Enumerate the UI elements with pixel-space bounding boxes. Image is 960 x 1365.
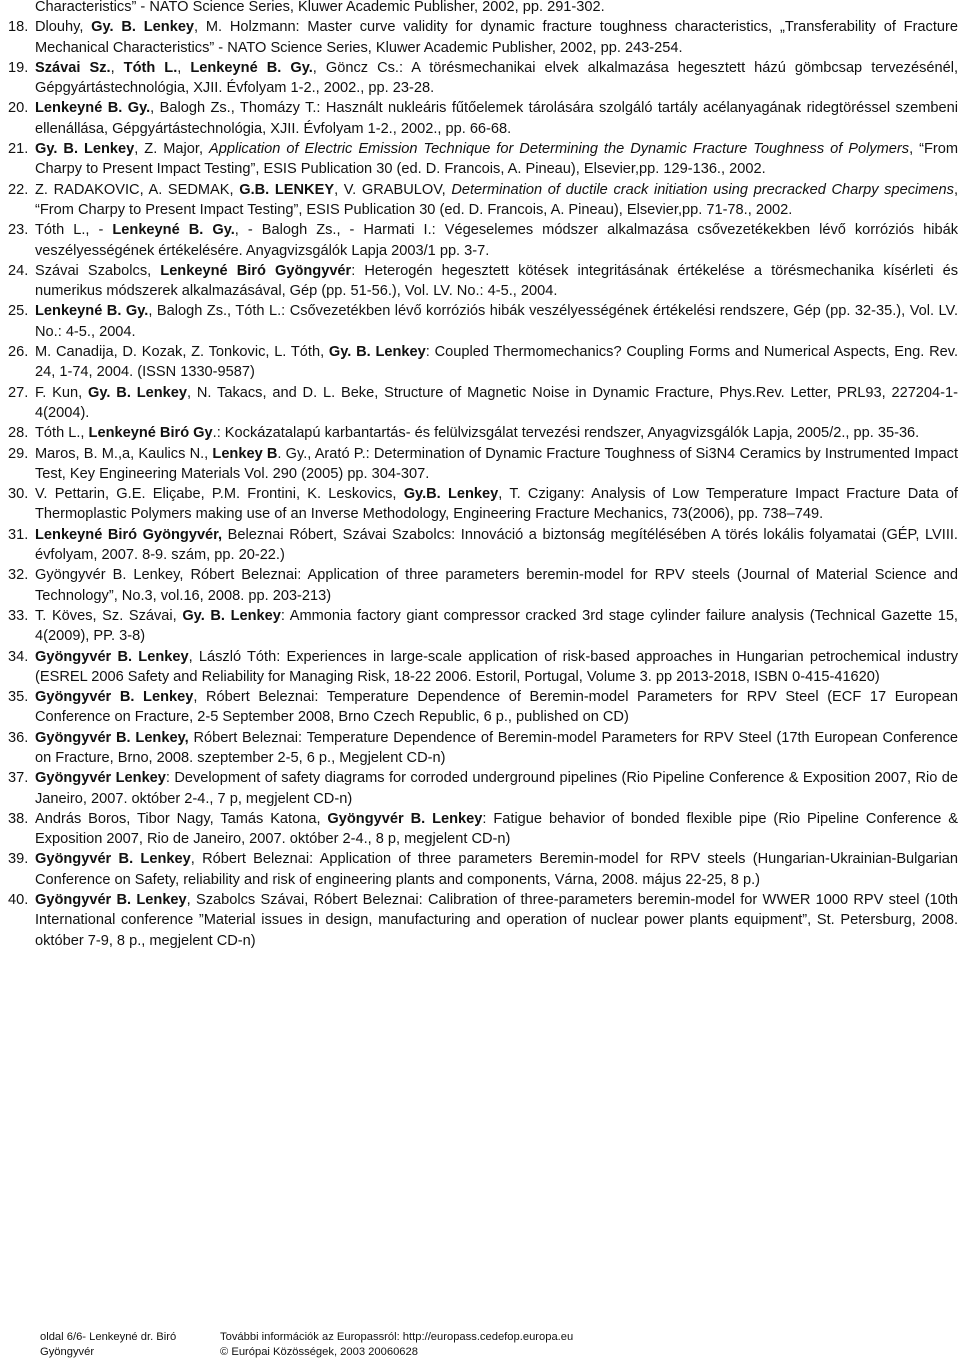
- reference-text: [35, 301, 960, 342]
- reference-segment: , M. Holzmann: Master curve validity for dynamic fracture toughness characteristics, „Transferability of Fracture Mechanical Characteristics” - NATO Science Series, Kluwer Academic Publisher, 2002, pp. 243-254.: [35, 19, 958, 56]
- author-highlight: Gyöngyvér B. Lenkey: [327, 810, 483, 827]
- reference-text: [35, 606, 960, 647]
- reference-text: [35, 261, 960, 302]
- reference-segment: . Gy., Arató P.: Determination of Dynamic Fracture Toughness of Si3N4 Ceramics by Instrumented Impact Test, Key Engineering Materials Vol. 290 (2005) pp. 304-307.: [35, 445, 959, 482]
- reference-items: [8, 17, 960, 951]
- author-highlight: Gy. B. Lenkey: [35, 141, 135, 158]
- reference-item: [8, 525, 960, 566]
- reference-segment: Tóth L.: [35, 222, 86, 239]
- reference-segment: Z. RADAKOVIC, A. SEDMAK,: [35, 181, 240, 198]
- reference-item: [8, 768, 960, 809]
- reference-segment: Dlouhy,: [35, 19, 92, 36]
- reference-text: [35, 423, 960, 443]
- author-highlight: Lenkey B: [212, 445, 278, 462]
- reference-number: 34.: [8, 648, 29, 665]
- reference-number: 24.: [8, 262, 29, 279]
- reference-text: [35, 768, 960, 809]
- reference-text: [35, 728, 960, 769]
- reference-item: [8, 17, 960, 58]
- reference-17-continuation: Characteristics” - NATO Science Series, Kluwer Academic Publisher, 2002, pp. 291-302.: [35, 0, 605, 15]
- reference-item: [8, 98, 960, 139]
- reference-segment: Beleznai Róbert, Szávai Szabolcs: Innováció a biztonság megítélésében A törés lokális folyamatai (GÉP, LVIII. évfolyam, 2007. 8-9. szám, pp. 20-22.): [35, 526, 958, 564]
- reference-segment: : A törésmechanikai elvek alkalmazása hegesztett házú gömbcsap tervezésénél, Gépgyártástechnológia, XJII. Évfolyam 1-2., 2002., pp. 23-28.: [35, 59, 959, 97]
- reference-segment: Gyöngyvér B. Lenkey, Róbert Beleznai: Application of three parameters beremin-model for RPV steels (Journal of Material Science and Technology”, No.3, vol.16, 2008. pp. 203-213): [35, 567, 958, 604]
- reference-item: [8, 809, 960, 850]
- reference-segment: , Balogh Zs., Tóth L.: Csővezetékben lévő korróziós hibák veszélyességének értékelési rendszere, Gép (pp. 32-35.), Vol. LV. No.: 4-5., 2004.: [35, 303, 958, 340]
- reference-text: [35, 809, 960, 850]
- reference-number: 31.: [8, 526, 29, 543]
- reference-number: 26.: [8, 344, 29, 361]
- reference-segment: .: Kockázatalapú karbantartás- és felülvizsgálat tervezési rendszer, Anyagvizsgálók Lapja, 2005/2., pp. 35-36.: [212, 425, 920, 442]
- reference-number: 30.: [8, 486, 29, 503]
- reference-text: [35, 849, 960, 890]
- reference-segment: Szávai Szabolcs,: [35, 262, 161, 279]
- author-highlight: Gy. B. Lenkey: [328, 344, 426, 361]
- reference-segment: , Göncz Cs.: [312, 59, 399, 76]
- reference-item: [8, 606, 960, 647]
- author-highlight: Lenkeyné B. Gy.: [190, 59, 313, 76]
- reference-text: [35, 139, 960, 180]
- reference-text: [35, 180, 960, 221]
- author-highlight: Tóth L.: [123, 59, 178, 76]
- reference-segment: : Ammonia factory giant compressor cracked 3rd stage cylinder failure analysis (Technical Gazette 15, 4(2009), PP. 3-8): [35, 607, 958, 645]
- reference-segment: : Coupled Thermomechanics? Coupling Forms and Numerical Aspects, Eng. Rev. 24, 1-74, 2004. (ISSN 1330-9587): [35, 344, 959, 381]
- author-highlight: Gyöngyvér B. Lenkey: [35, 689, 194, 706]
- reference-item: [8, 58, 960, 99]
- reference-number: 35.: [8, 689, 29, 706]
- reference-item: [8, 565, 960, 606]
- author-highlight: Lenkeyné B. Gy.: [35, 100, 151, 117]
- reference-segment: , Róbert Beleznai: Application of three parameters Beremin-model for RPV steels (Hungarian-Ukrainian-Bulgarian Conference on Safety, reliability and risk of engineering plants and components, Várna, 2008. május 22-25, 8 p.): [35, 851, 958, 888]
- reference-item: [8, 139, 960, 180]
- reference-item: [8, 180, 960, 221]
- reference-item: [8, 728, 960, 769]
- reference-segment: : Heterogén hegesztett kötések integritásának értékelése a törésmechanika kísérleti és numerikus módszerek alkalmazásával, Gép (pp. 51-56.), Vol. LV. No.: 4-5., 2004.: [35, 262, 958, 300]
- author-highlight: Lenkeyné Biró Gy: [88, 425, 213, 442]
- reference-item: [8, 687, 960, 728]
- page-footer: [40, 1330, 740, 1360]
- reference-segment: V. Pettarin, G.E. Eliçabe, P.M. Frontini, K. Leskovics,: [35, 486, 404, 503]
- reference-text: [35, 565, 960, 606]
- reference-segment: , Szabolcs Szávai, Róbert Beleznai: Calibration of three-parameters beremin-model for WWER 1000 RPV steel (10th International conference ”Material issues in design, manufacturing and operation of nuclear power plants equipment”, St. Petersburg, 2008. október 7-9, 8 p., megjelent CD-n): [35, 892, 958, 949]
- author-highlight: Gyöngyvér B. Lenkey,: [35, 729, 189, 746]
- reference-segment: Tóth L.,: [35, 425, 89, 442]
- reference-number: 40.: [8, 892, 29, 909]
- footer-page-info: oldal 6/6- Lenkeyné dr. Biró: [40, 1331, 177, 1343]
- reference-segment: , László Tóth: Experiences in large-scale application of risk-based approaches in Hungarian petrochemical industry (ESREL 2006 Safety and Reliability for Managing Risk, 18-22 2006. Estoril, Portugal, Volume 3. pp 2013-2018, ISBN 0-415-41620): [35, 648, 958, 685]
- reference-segment: , Z. Major,: [134, 141, 209, 158]
- author-highlight: G.B. LENKEY: [239, 181, 335, 198]
- reference-item: [8, 890, 960, 951]
- reference-segment: , N. Takacs, and D. L. Beke, Structure of Magnetic Noise in Dynamic Fracture, Phys.Rev. Letter, PRL93, 227204-1-4(2004).: [35, 384, 958, 421]
- reference-text: [35, 890, 960, 951]
- reference-segment: : Fatigue behavior of bonded flexible pipe (Rio Pipeline Conference & Exposition 2007, Rio de Janeiro, 2007. október 2-4., 8 p, megjelent CD-n): [35, 810, 958, 848]
- reference-number: 22.: [8, 181, 29, 198]
- reference-text: [35, 444, 960, 485]
- reference-number: 23.: [8, 222, 29, 239]
- reference-segment: ,: [110, 59, 124, 76]
- reference-item: [8, 849, 960, 890]
- author-highlight: Gy. B. Lenkey: [182, 607, 281, 624]
- reference-text: [35, 687, 960, 728]
- footer-author: Gyöngyvér: [40, 1346, 95, 1358]
- reference-text: [35, 58, 960, 99]
- reference-text: [35, 98, 960, 139]
- author-highlight: Szávai Sz.: [35, 59, 111, 76]
- footer-europass-link[interactable]: További információk az Europassról: http://europass.cedefop.europa.eu: [220, 1331, 574, 1343]
- reference-segment: : Development of safety diagrams for corroded underground pipelines (Rio Pipeline Conference & Exposition 2007, Rio de Janeiro, 2007. október 2-4., 7 p, megjelent CD-n): [35, 770, 958, 807]
- reference-number: 19.: [8, 59, 29, 76]
- author-highlight: Gyöngyvér B. Lenkey: [35, 851, 191, 868]
- reference-segment: , V. GRABULOV,: [334, 181, 452, 198]
- reference-number: 20.: [8, 100, 29, 117]
- reference-text: [35, 17, 960, 58]
- reference-number: 32.: [8, 567, 29, 584]
- footer-copyright: © Európai Közösségek, 2003 20060628: [220, 1346, 418, 1358]
- reference-number: 28.: [8, 425, 29, 442]
- reference-segment: Róbert Beleznai: Temperature Dependence of Beremin-model Parameters for RPV Steel (17th European Conference on Fracture, Brno, 2008. szeptember 2-5, 6 p., Megjelent CD-n): [35, 729, 958, 766]
- author-highlight: Gy. B. Lenkey: [88, 384, 188, 401]
- reference-text: [35, 342, 960, 383]
- reference-segment: András Boros, Tibor Nagy, Tamás Katona,: [35, 810, 328, 827]
- reference-number: 27.: [8, 384, 29, 401]
- reference-segment: T. Köves, Sz. Szávai,: [35, 607, 183, 624]
- footer-left: [40, 1330, 220, 1360]
- author-highlight: Gy.B. Lenkey: [403, 486, 499, 503]
- reference-text: [35, 647, 960, 688]
- reference-text: [35, 525, 960, 566]
- reference-text: [35, 220, 960, 261]
- reference-item: [8, 444, 960, 485]
- reference-text: [35, 484, 960, 525]
- reference-segment: , T. Czigany: Analysis of Low Temperature Impact Fracture Data of Thermoplastic Polymers making use of an Inverse Methodology, Engineering Fracture Mechanics, 73(2006), pp. 738–749.: [35, 486, 958, 523]
- author-highlight: Gy. B. Lenkey: [91, 19, 195, 36]
- author-highlight: Lenkeyné B. Gy.: [35, 303, 149, 320]
- reference-item: [8, 220, 960, 261]
- reference-segment: Maros, B. M.,a, Kaulics N.,: [35, 445, 213, 462]
- reference-item: [8, 647, 960, 688]
- reference-segment: , Balogh Zs., Thomázy T.: Használt nukleáris fűtőelemek tárolására szolgáló tartály acélanyagának ridegtöréssel szembeni ellenállása, Gépgyártástechnológia, XJII. Évfolyam 1-2., 2002., pp. 66-68.: [35, 100, 959, 137]
- reference-segment: , - Balogh Zs., - Harmati I.: Végeselemes módszer alkalmazása csővezetékekben lévő korróziós hibák veszélyességének értékelésére. Anyagvizsgálók Lapja 2003/1 pp. 3-7.: [35, 222, 958, 259]
- title-italic: Determination of ductile crack initiation using precracked Charpy specimens: [451, 181, 954, 198]
- reference-number: 36.: [8, 729, 29, 746]
- reference-number: 39.: [8, 851, 29, 868]
- footer-right: [220, 1330, 740, 1360]
- reference-segment: ,: [177, 59, 191, 76]
- reference-item: [8, 383, 960, 424]
- reference-segment: , Róbert Beleznai: Temperature Dependence of Beremin-model Parameters for RPV Steel (ECF 17 European Conference on Fracture, 2-5 September 2008, Brno Czech Republic, 6 p., published on CD): [35, 689, 958, 726]
- title-italic: Application of Electric Emission Technique for Determining the Dynamic Fracture Toughness of Polymers: [208, 141, 910, 158]
- reference-number: 21.: [8, 141, 29, 158]
- reference-number: 18.: [8, 19, 29, 36]
- reference-item: [8, 484, 960, 525]
- reference-segment: M. Canadija, D. Kozak, Z. Tonkovic, L. Tóth,: [35, 344, 329, 361]
- reference-number: 25.: [8, 303, 29, 320]
- reference-item: [8, 301, 960, 342]
- reference-segment: , “From Charpy to Present Impact Testing”, ESIS Publication 30 (ed. D. Francois, A. Pineau), Elsevier,pp. 71-78., 2002.: [35, 181, 959, 218]
- reference-text: [35, 383, 960, 424]
- reference-number: 29.: [8, 445, 29, 462]
- reference-item: [8, 261, 960, 302]
- author-highlight: Lenkeyné Biró Gyöngyvér,: [35, 526, 223, 543]
- reference-item: [8, 342, 960, 383]
- reference-number: 37.: [8, 770, 29, 787]
- author-highlight: Gyöngyvér B. Lenkey: [35, 648, 189, 665]
- reference-number: 38.: [8, 810, 29, 827]
- author-highlight: Lenkeyné B. Gy.: [112, 222, 235, 239]
- reference-item: [8, 423, 960, 443]
- reference-number: 33.: [8, 607, 29, 624]
- reference-segment: , -: [85, 222, 113, 239]
- author-highlight: Gyöngyvér B. Lenkey: [35, 892, 187, 909]
- author-highlight: Lenkeyné Biró Gyöngyvér: [160, 262, 352, 279]
- reference-segment: F. Kun,: [35, 384, 89, 401]
- reference-segment: , “From Charpy to Present Impact Testing”, ESIS Publication 30 (ed. D. Francois, A. Pineau), Elsevier,pp. 129-136., 2002.: [35, 141, 958, 178]
- author-highlight: Gyöngyvér Lenkey: [35, 770, 166, 787]
